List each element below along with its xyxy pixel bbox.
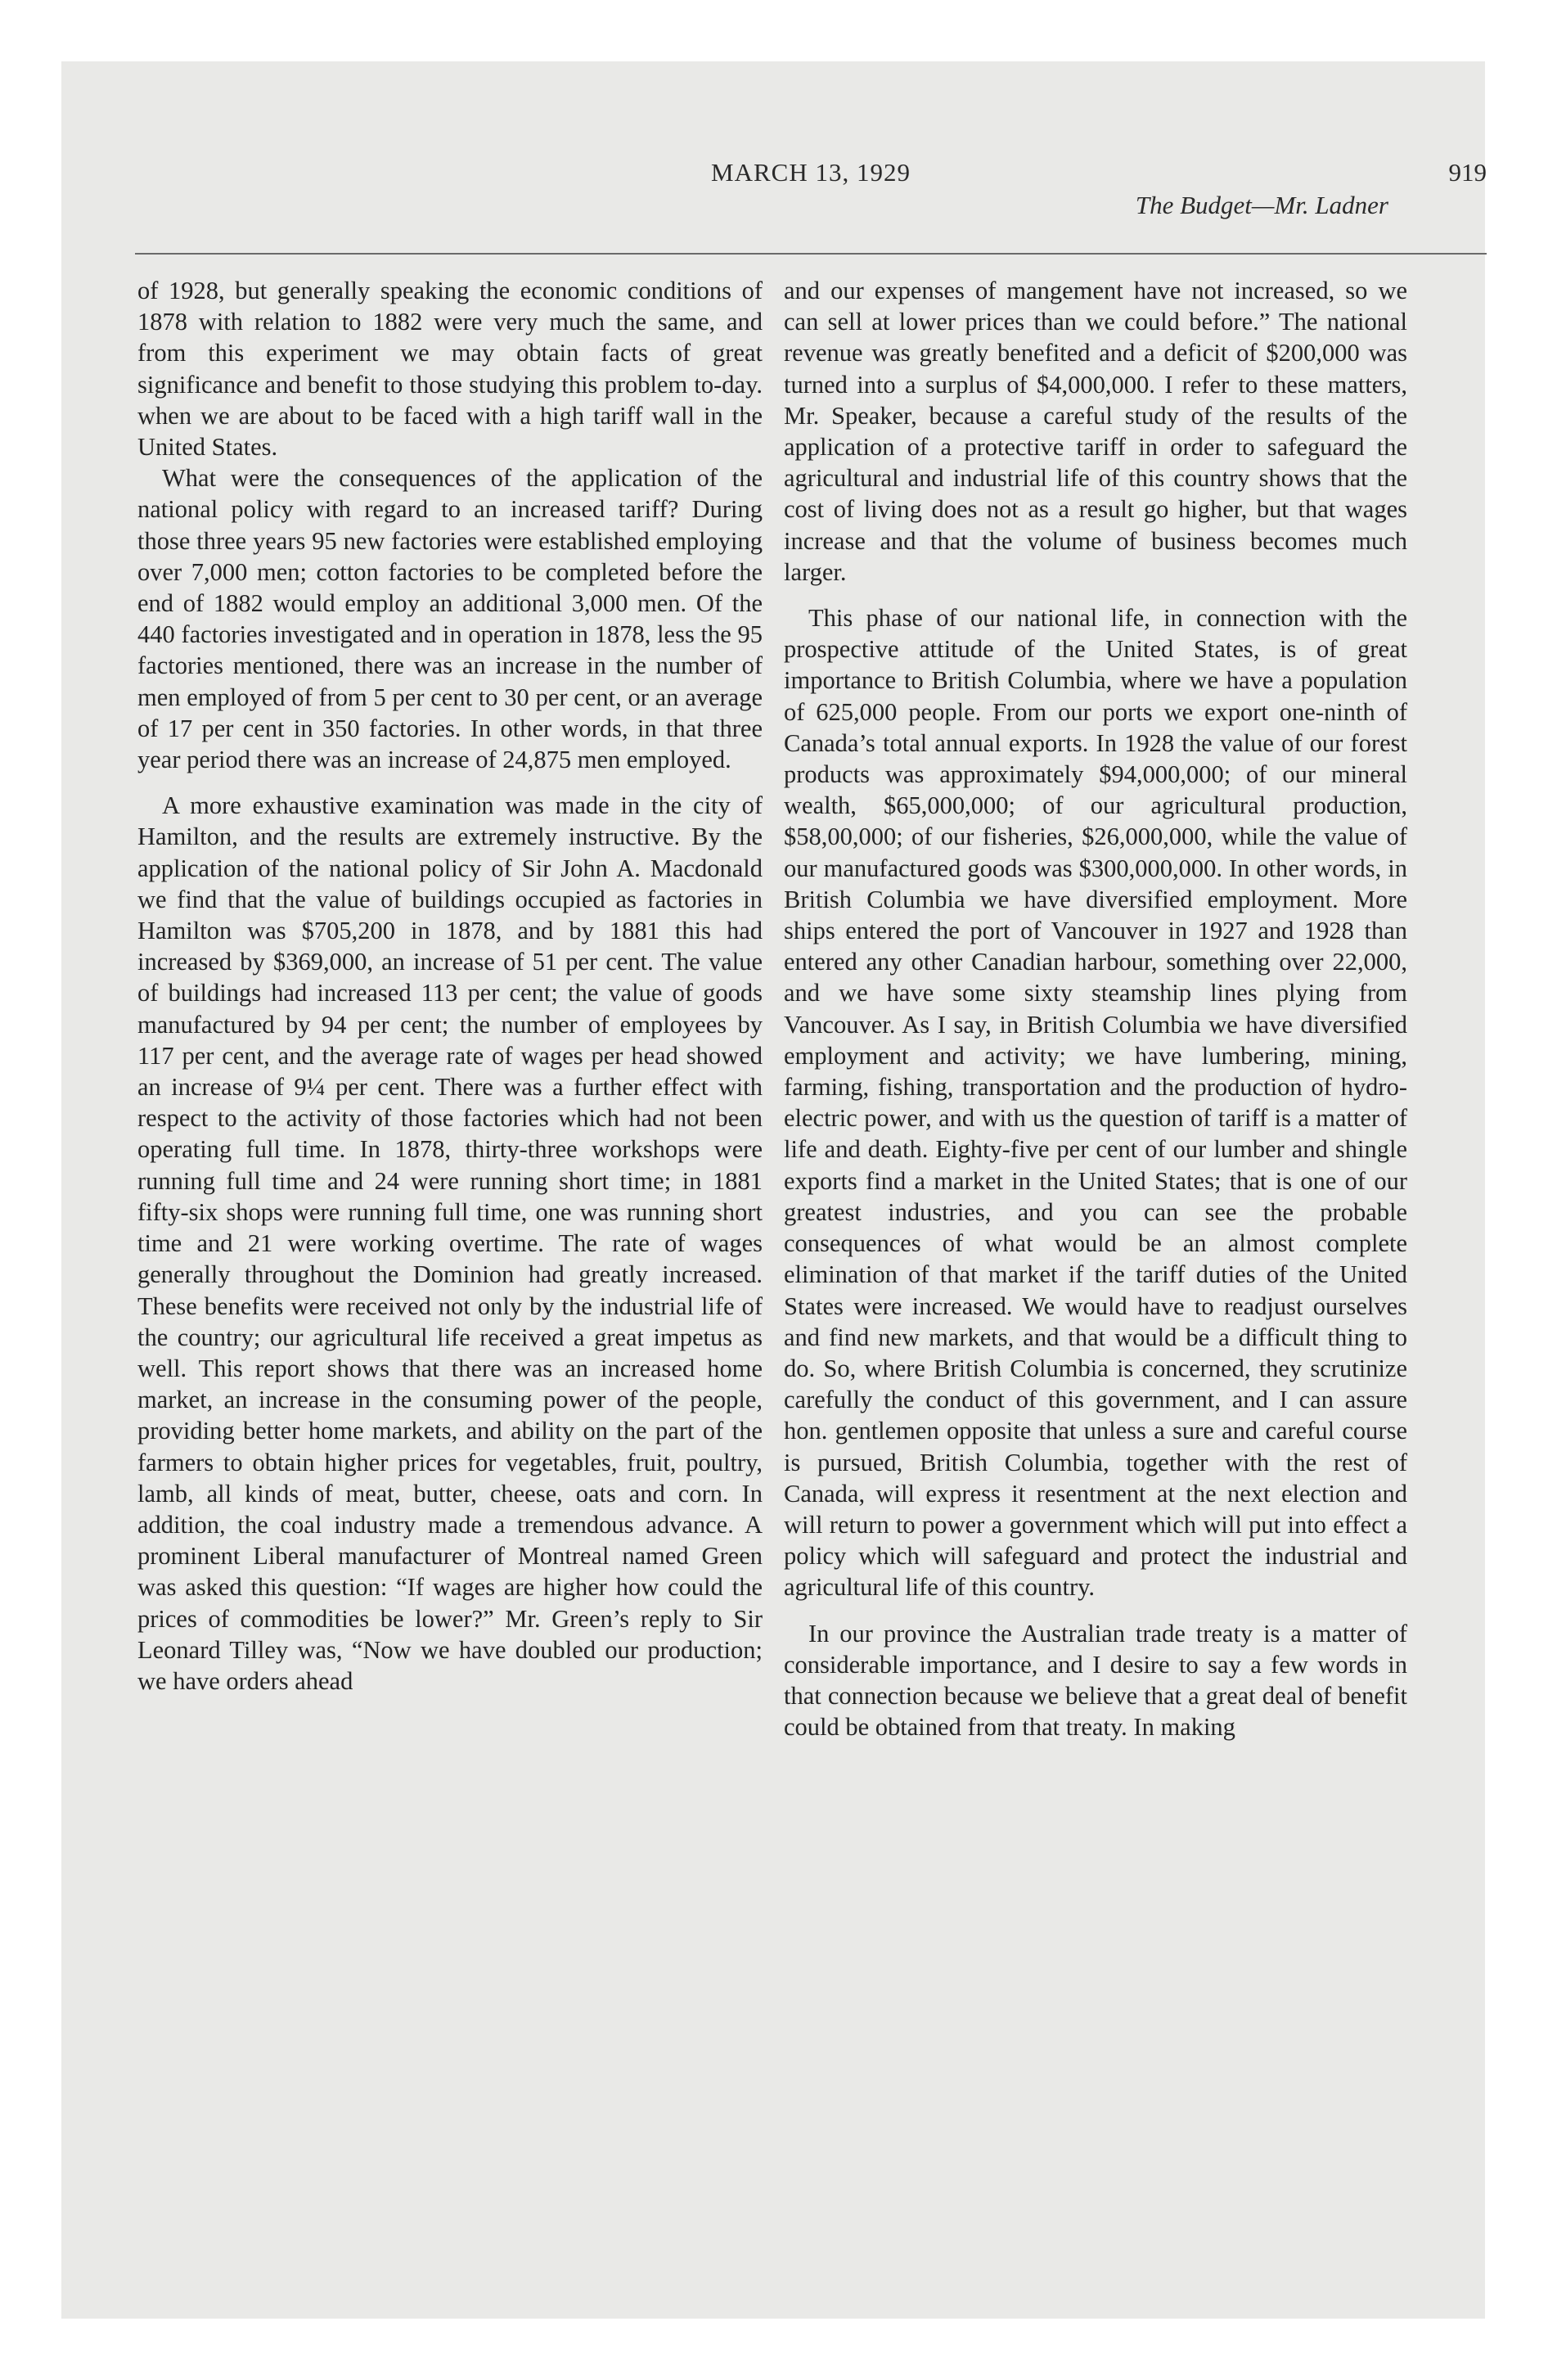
- header-rule: [135, 253, 1487, 255]
- right-paragraph-1: and our expenses of mangement have not increased, so we can sell at lower prices than we could before.” The national revenue was greatly benefited and a deficit of $200,000 was turned into a surplus of $4,000,000. I refer to these matters, Mr. Speaker, because a careful study of the results of the application of a protective tariff in order to safeguard the agricultural and industrial life of this country shows that the cost of living does not as a result go higher, but that wages increase and that the volume of business becomes much larger.: [784, 277, 1407, 586]
- left-paragraph-2: What were the consequences of the application of the national policy with regard to an increased tariff? During those three years 95 new factories were established employing over 7,000 men; cotton factories to be completed before the end of 1882 would employ an additional 3,000 men. Of the 440 factories investigated and in operation in 1878, less the 95 factories mentioned, there was an increase in the number of men employed of from 5 per cent to 30 per cent, or an average of 17 per cent in 350 factories. In other words, in that three year period there was an increase of 24,875 men employed.: [137, 464, 763, 774]
- left-column: [137, 275, 763, 1697]
- left-paragraph-1: of 1928, but generally speaking the economic conditions of 1878 with relation to 1882 were very much the same, and from this experiment we may obtain facts of great significance and benefit to those studying this problem to-day. when we are about to be faced with a high tariff wall in the United States.: [137, 277, 763, 462]
- right-paragraph-3: In our province the Australian trade treaty is a matter of considerable importance, and I desire to say a few words in that connection because we believe that a great deal of benefit could be obtained from that treaty. In making: [784, 1619, 1407, 1742]
- right-column: [784, 275, 1407, 1742]
- running-head: The Budget—Mr. Ladner: [1135, 191, 1388, 219]
- right-paragraph-2: This phase of our national life, in connection with the prospective attitude of the United States, is of great importance to British Columbia, where we have a population of 625,000 people. From our ports we export one-ninth of Canada’s total annual exports. In 1928 the value of our forest products was approximately $94,000,000; of our mineral wealth, $65,000,000; of our agricultural production, $58,00,000; of our fisheries, $26,000,000, while the value of our manufactured goods was $300,000,000. In other words, in British Columbia we have diversified employment. More ships entered the port of Vancouver in 1927 and 1928 than entered any other Canadian harbour, something over 22,000, and we have some sixty steamship lines plying from Vancouver. As I say, in British Columbia we have diversified employment and activity; we have lumbering, mining, farming, fishing, transportation and the production of hydro-electric power, and with us the question of tariff is a matter of life and death. Eighty-five per cent of our lumber and shingle exports find a market in the United States; that is one of our greatest industries, and you can see the probable consequences of what would be an almost complete elimination of that market if the tariff duties of the United States were increased. We would have to readjust ourselves and find new markets, and that would be a difficult thing to do. So, where British Columbia is concerned, they scrutinize carefully the conduct of this government, and I can assure hon. gentlemen opposite that unless a sure and careful course is pursued, British Columbia, together with the rest of Canada, will express it resentment at the next election and will return to power a government which will put into effect a policy which will safeguard and protect the industrial and agricultural life of this country.: [784, 604, 1407, 1602]
- left-paragraph-3: A more exhaustive examination was made in the city of Hamilton, and the results are extremely instructive. By the application of the national policy of Sir John A. Macdonald we find that the value of buildings occupied as factories in Hamilton was $705,200 in 1878, and by 1881 this had increased by $369,000, an increase of 51 per cent. The value of buildings had increased 113 per cent; the value of goods manufactured by 94 per cent; the number of employees by 117 per cent, and the average rate of wages per head showed an increase of 9¼ per cent. There was a further effect with respect to the activity of those factories which had not been operating full time. In 1878, thirty-three workshops were running full time and 24 were running short time; in 1881 fifty-six shops were running full time, one was running short time and 21 were working overtime. The rate of wages generally throughout the Dominion had greatly increased. These benefits were received not only by the industrial life of the country; our agricultural life received a great impetus as well. This report shows that there was an increased home market, an increase in the consuming power of the people, providing better home markets, and ability on the part of the farmers to obtain higher prices for vegetables, fruit, poultry, lamb, all kinds of meat, butter, cheese, oats and corn. In addition, the coal industry made a tremendous advance. A prominent Liberal manufacturer of Montreal named Green was asked this question: “If wages are higher how could the prices of commodities be lower?” Mr. Green’s reply to Sir Leonard Tilley was, “Now we have doubled our production; we have orders ahead: [137, 791, 763, 1695]
- issue-date: MARCH 13, 1929: [711, 158, 911, 187]
- page-number: 919: [1448, 158, 1487, 187]
- page-header: [135, 115, 1487, 267]
